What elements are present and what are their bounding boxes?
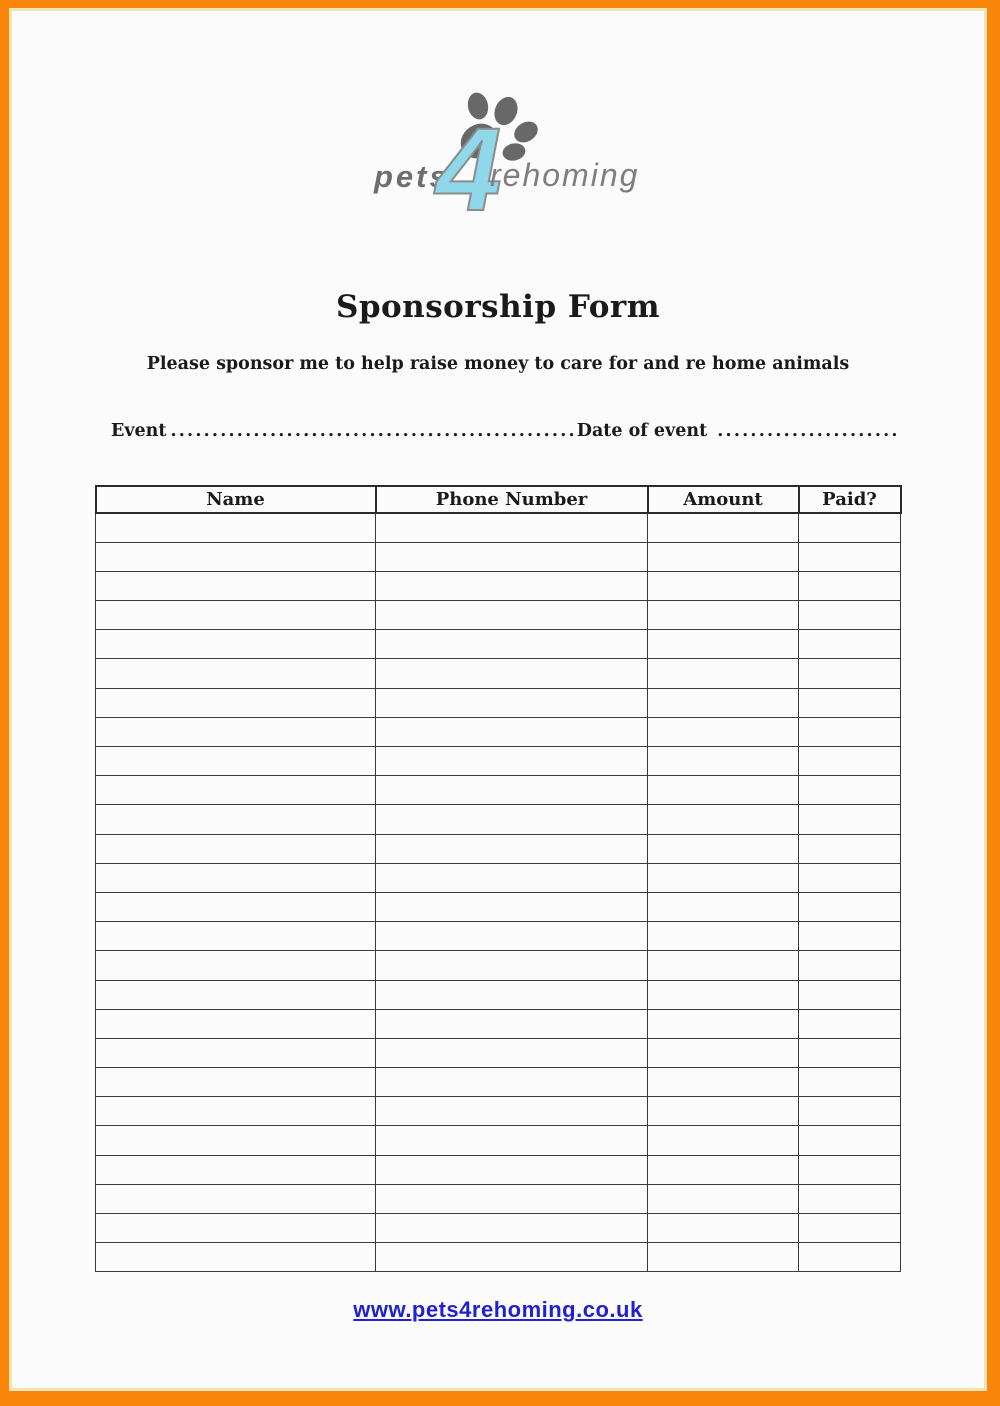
table-cell bbox=[96, 951, 376, 980]
table-cell bbox=[96, 980, 376, 1009]
table-cell bbox=[648, 863, 799, 892]
table-row bbox=[96, 1097, 901, 1126]
table-cell bbox=[376, 717, 648, 746]
table-cell bbox=[648, 834, 799, 863]
table-cell bbox=[799, 863, 901, 892]
logo-digit-4: 4 bbox=[436, 104, 502, 236]
table-cell bbox=[648, 776, 799, 805]
table-cell bbox=[799, 1038, 901, 1067]
table-cell bbox=[376, 1126, 648, 1155]
table-cell bbox=[799, 659, 901, 688]
table-cell bbox=[799, 601, 901, 630]
table-cell bbox=[376, 1068, 648, 1097]
table-cell bbox=[799, 1155, 901, 1184]
table-cell bbox=[648, 1184, 799, 1213]
table-cell bbox=[799, 922, 901, 951]
table-cell bbox=[96, 1184, 376, 1213]
date-of-event-label: Date of event bbox=[576, 421, 708, 441]
table-cell bbox=[96, 630, 376, 659]
date-fill-in-dots: ...................... bbox=[717, 421, 900, 441]
table-cell bbox=[96, 601, 376, 630]
table-cell bbox=[648, 1243, 799, 1272]
table-cell bbox=[96, 1243, 376, 1272]
column-header-amount: Amount bbox=[648, 486, 799, 513]
table-cell bbox=[799, 805, 901, 834]
table-row bbox=[96, 513, 901, 542]
logo-word-rehoming: rehoming bbox=[490, 157, 640, 193]
table-row bbox=[96, 863, 901, 892]
table-header-row bbox=[96, 486, 901, 513]
table-cell bbox=[376, 1243, 648, 1272]
table-cell bbox=[648, 630, 799, 659]
event-line bbox=[111, 421, 900, 441]
table-cell bbox=[648, 892, 799, 921]
table-cell bbox=[648, 922, 799, 951]
table-row bbox=[96, 1126, 901, 1155]
table-cell bbox=[648, 688, 799, 717]
table-cell bbox=[648, 601, 799, 630]
table-cell bbox=[376, 805, 648, 834]
table-row bbox=[96, 922, 901, 951]
table-row bbox=[96, 1038, 901, 1067]
column-header-phone-number: Phone Number bbox=[376, 486, 648, 513]
table-cell bbox=[376, 980, 648, 1009]
table-cell bbox=[799, 1097, 901, 1126]
table-cell bbox=[96, 542, 376, 571]
logo bbox=[338, 85, 658, 235]
table-cell bbox=[648, 980, 799, 1009]
table-cell bbox=[96, 805, 376, 834]
page-title: Sponsorship Form bbox=[335, 289, 661, 325]
logo-word-pets: pets bbox=[374, 159, 450, 194]
table-cell bbox=[799, 571, 901, 600]
table-cell bbox=[799, 951, 901, 980]
table-cell bbox=[96, 1126, 376, 1155]
table-cell bbox=[96, 747, 376, 776]
website-link[interactable]: www.pets4rehoming.co.uk bbox=[353, 1297, 643, 1323]
table-cell bbox=[648, 571, 799, 600]
table-row bbox=[96, 630, 901, 659]
table-cell bbox=[648, 1038, 799, 1067]
table-row bbox=[96, 571, 901, 600]
table-cell bbox=[96, 776, 376, 805]
table-cell bbox=[96, 571, 376, 600]
table-row bbox=[96, 892, 901, 921]
table-cell bbox=[648, 951, 799, 980]
table-cell bbox=[648, 1155, 799, 1184]
table-cell bbox=[648, 1097, 799, 1126]
table-row bbox=[96, 688, 901, 717]
table-cell bbox=[96, 1214, 376, 1243]
event-label: Event bbox=[111, 421, 167, 441]
table-cell bbox=[648, 1068, 799, 1097]
table-cell bbox=[799, 1068, 901, 1097]
table-cell bbox=[96, 688, 376, 717]
table-cell bbox=[648, 1214, 799, 1243]
table-row bbox=[96, 601, 901, 630]
table-cell bbox=[376, 513, 648, 542]
table-cell bbox=[376, 922, 648, 951]
table-cell bbox=[799, 747, 901, 776]
table-row bbox=[96, 1009, 901, 1038]
table-cell bbox=[799, 630, 901, 659]
column-header-name: Name bbox=[96, 486, 376, 513]
table-cell bbox=[376, 1155, 648, 1184]
table-cell bbox=[376, 630, 648, 659]
table-cell bbox=[96, 892, 376, 921]
subtitle: Please sponsor me to help raise money to care for and re home animals bbox=[146, 354, 850, 374]
table-cell bbox=[376, 659, 648, 688]
table-cell bbox=[376, 571, 648, 600]
table-cell bbox=[799, 1126, 901, 1155]
table-cell bbox=[96, 922, 376, 951]
table-cell bbox=[376, 688, 648, 717]
table-body bbox=[96, 513, 901, 1272]
table-cell bbox=[376, 542, 648, 571]
table-cell bbox=[376, 834, 648, 863]
table-row bbox=[96, 1155, 901, 1184]
table-cell bbox=[799, 717, 901, 746]
table-cell bbox=[799, 980, 901, 1009]
table-cell bbox=[376, 1184, 648, 1213]
table-row bbox=[96, 1184, 901, 1213]
table-cell bbox=[96, 834, 376, 863]
page-border-inner-line bbox=[9, 8, 987, 1391]
table-row bbox=[96, 659, 901, 688]
table-cell bbox=[376, 601, 648, 630]
table-cell bbox=[96, 513, 376, 542]
table-cell bbox=[96, 1097, 376, 1126]
table-cell bbox=[648, 542, 799, 571]
event-field bbox=[111, 421, 577, 441]
column-header-paid: Paid? bbox=[799, 486, 901, 513]
table-cell bbox=[648, 1009, 799, 1038]
table-cell bbox=[376, 1214, 648, 1243]
table-row bbox=[96, 1068, 901, 1097]
table-cell bbox=[648, 805, 799, 834]
date-of-event-field bbox=[577, 421, 900, 441]
table-cell bbox=[799, 1214, 901, 1243]
table-row bbox=[96, 542, 901, 571]
table-cell bbox=[799, 834, 901, 863]
table-cell bbox=[799, 892, 901, 921]
table-cell bbox=[376, 863, 648, 892]
table-cell bbox=[376, 951, 648, 980]
table-cell bbox=[96, 1038, 376, 1067]
table-row bbox=[96, 805, 901, 834]
table-cell bbox=[96, 1068, 376, 1097]
table-row bbox=[96, 980, 901, 1009]
table-cell bbox=[799, 1009, 901, 1038]
table-cell bbox=[648, 659, 799, 688]
table-cell bbox=[96, 863, 376, 892]
table-row bbox=[96, 747, 901, 776]
table-cell bbox=[799, 776, 901, 805]
table-row bbox=[96, 834, 901, 863]
table-cell bbox=[376, 1009, 648, 1038]
table-cell bbox=[799, 513, 901, 542]
table-cell bbox=[648, 747, 799, 776]
table-row bbox=[96, 951, 901, 980]
table-cell bbox=[648, 1126, 799, 1155]
table-cell bbox=[376, 776, 648, 805]
table-cell bbox=[648, 717, 799, 746]
table-cell bbox=[799, 688, 901, 717]
table-cell bbox=[648, 513, 799, 542]
table-cell bbox=[799, 1184, 901, 1213]
table-cell bbox=[96, 1009, 376, 1038]
table-cell bbox=[376, 1097, 648, 1126]
table-row bbox=[96, 776, 901, 805]
table-cell bbox=[799, 542, 901, 571]
sponsorship-table bbox=[95, 485, 902, 1272]
table-cell bbox=[376, 892, 648, 921]
table-row bbox=[96, 1243, 901, 1272]
table-cell bbox=[376, 747, 648, 776]
footer bbox=[12, 1297, 984, 1323]
table-cell bbox=[96, 717, 376, 746]
event-fill-in-dots: ................................................. bbox=[170, 421, 577, 441]
table-row bbox=[96, 717, 901, 746]
table-row bbox=[96, 1214, 901, 1243]
table-cell bbox=[799, 1243, 901, 1272]
table-cell bbox=[96, 1155, 376, 1184]
table-cell bbox=[376, 1038, 648, 1067]
table-cell bbox=[96, 659, 376, 688]
